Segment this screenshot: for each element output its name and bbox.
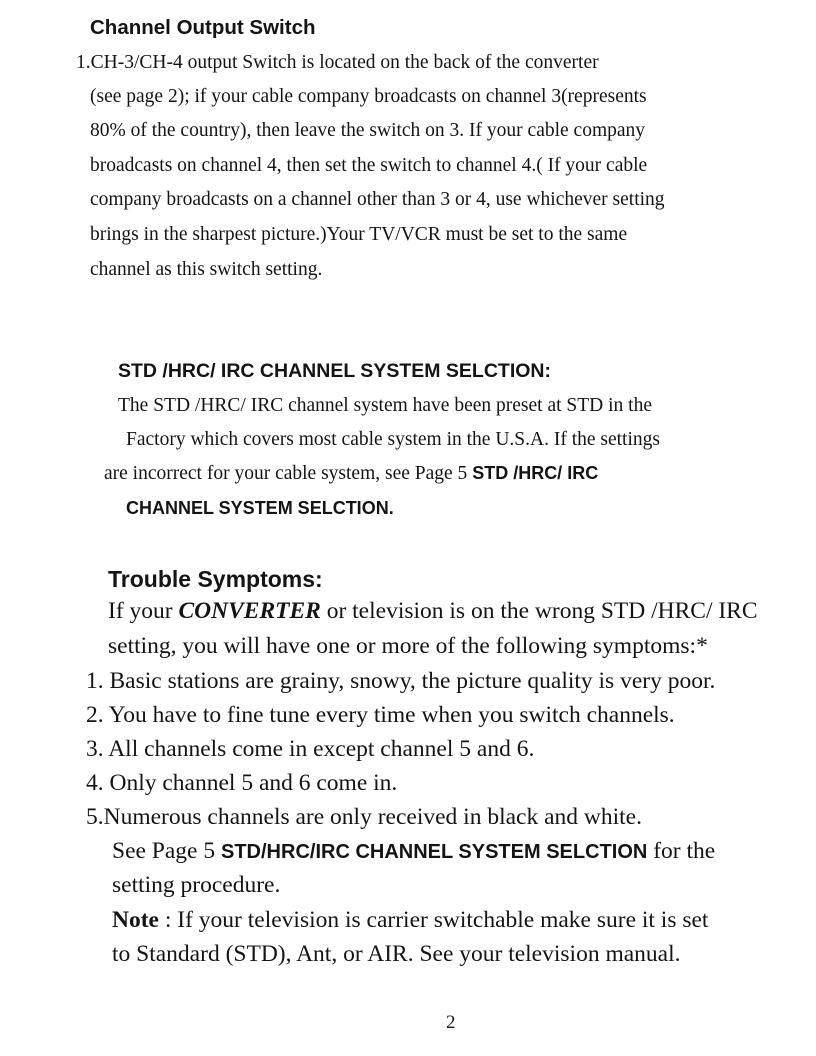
page-number: 2 [446,1012,456,1033]
selection-reference: STD/HRC/IRC CHANNEL SYSTEM SELCTION [221,841,648,863]
symptom-item: 5.Numerous channels are only received in black and white. [86,804,642,830]
trouble-intro-line: setting, you will have one or more of the following symptoms:* [108,633,708,659]
section1-line: company broadcasts on a channel other than 3 or 4, use whichever setting [90,189,665,210]
symptom-item: 4. Only channel 5 and 6 come in. [86,770,398,796]
symptom-item: 1. Basic stations are grainy, snowy, the picture quality is very poor. [86,668,716,694]
section1-line: 80% of the country), then leave the switch on 3. If your cable company [90,120,646,141]
section1-line: broadcasts on channel 4, then set the switch to channel 4.( If your cable [90,155,648,176]
note-text: : If your television is carrier switchable make sure it is set [158,907,709,933]
section1-line: 1.CH-3/CH-4 output Switch is located on the back of the converter [76,52,599,73]
symptom-item: 3. All channels come in except channel 5 and 6. [86,736,535,762]
converter-emphasis: CONVERTER [178,598,321,624]
section2-line [104,463,598,485]
intro-suffix: or television is on the wrong STD /HRC/ IRC [320,598,758,624]
note-line [112,907,708,934]
note-line: to Standard (STD), Ant, or AIR. See your television manual. [112,941,681,967]
section2-line: The STD /HRC/ IRC channel system have been preset at STD in the [118,395,652,416]
section1-line: brings in the sharpest picture.)Your TV/VCR must be set to the same [90,224,628,245]
see-prefix: See Page 5 [112,838,221,864]
channel-output-switch-heading: Channel Output Switch [90,16,316,39]
section2-line3-text: are incorrect for your cable system, see Page 5 [104,463,473,484]
section2-line: Factory which covers most cable system in the U.S.A. If the settings [126,429,660,450]
intro-prefix: If your [108,598,179,624]
std-hrc-irc-reference: STD /HRC/ IRC [472,463,599,483]
symptom-item: 2. You have to fine tune every time when you switch channels. [86,702,675,728]
section1-line: (see page 2); if your cable company broadcasts on channel 3(represents [90,86,647,107]
trouble-symptoms-heading: Trouble Symptoms: [108,566,323,592]
note-label: Note [112,907,159,933]
see-suffix: for the [647,838,716,864]
setting-procedure-line: setting procedure. [112,872,281,898]
section1-line: channel as this switch setting. [90,259,323,280]
trouble-intro-line [108,598,758,625]
see-page-line [112,838,715,865]
channel-system-selection-heading: STD /HRC/ IRC CHANNEL SYSTEM SELCTION: [118,360,551,382]
channel-system-selection-reference: CHANNEL SYSTEM SELCTION. [126,498,394,518]
